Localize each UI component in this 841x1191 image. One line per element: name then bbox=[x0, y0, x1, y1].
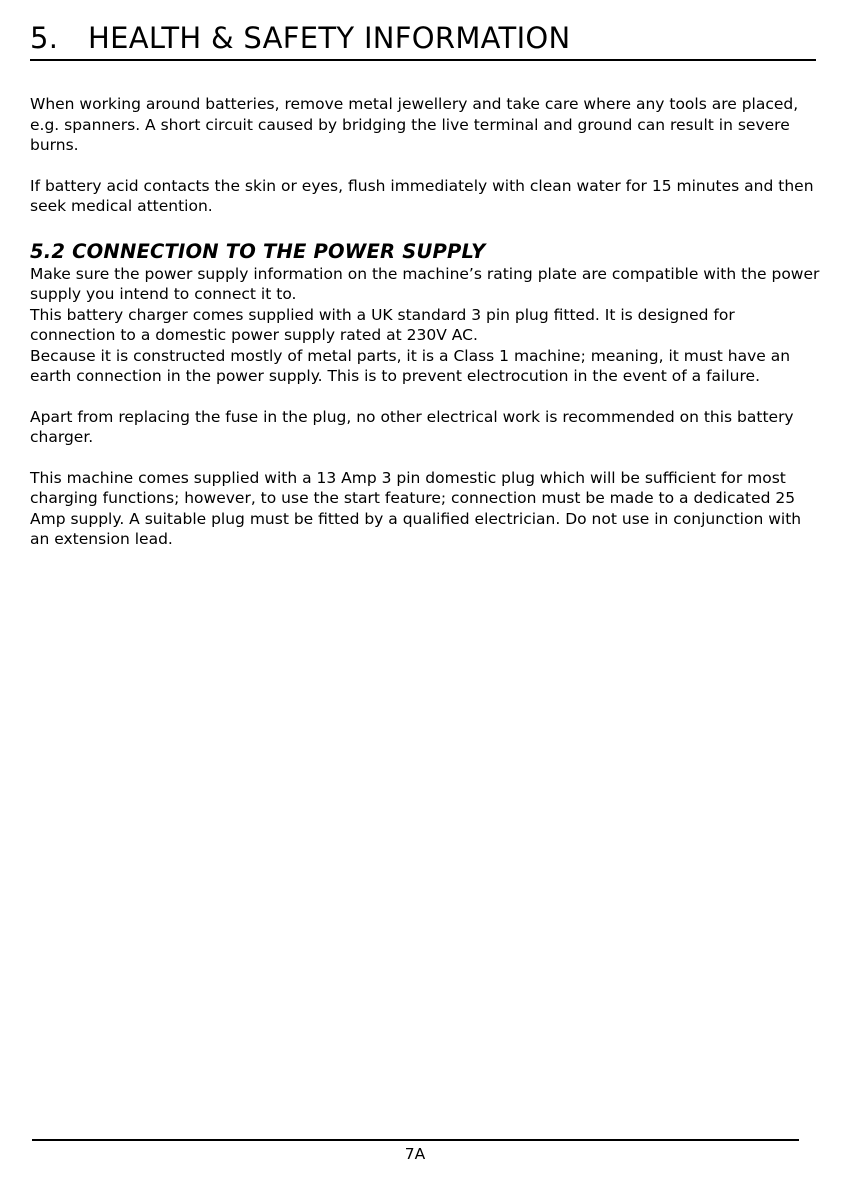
paragraph-uk-plug: This battery charger comes supplied with a UK standard 3 pin plug fitted. It is designed for connection to a domestic power supply rated at 230V AC. bbox=[30, 305, 735, 344]
heading-title: HEALTH & SAFETY INFORMATION bbox=[88, 21, 571, 55]
heading-number: 5. bbox=[30, 21, 59, 55]
paragraph-13-amp-plug: This machine comes supplied with a 13 Amp 3 pin domestic plug which will be sufficient for most charging functions; however, to use the start feature; connection must be made to a dedicated 25 Amp supply. A suitable plug must be fitted by a qualified electrician. Do not use in conjunction with an extension lead. bbox=[30, 468, 802, 548]
heading-divider bbox=[30, 59, 816, 61]
footer-divider bbox=[32, 1139, 799, 1141]
intro-paragraph-battery-acid: If battery acid contacts the skin or eyes, flush immediately with clean water for 15 minutes and then seek medical attention. bbox=[30, 176, 814, 215]
paragraph-rating-plate: Make sure the power supply information on the machine’s rating plate are compatible with the power supply you intend to connect it to. bbox=[30, 264, 820, 303]
page-number: 7A bbox=[404, 1145, 426, 1163]
page-body bbox=[30, 94, 820, 550]
intro-paragraph-jewellery: When working around batteries, remove metal jewellery and take care where any tools are placed, e.g. spanners. A short circuit caused by bridging the live terminal and ground can result in severe burns. bbox=[30, 95, 799, 154]
paragraph-fuse: Apart from replacing the fuse in the plug, no other electrical work is recommended on this battery charger. bbox=[30, 407, 794, 446]
section-heading-power-supply: 5.2 CONNECTION TO THE POWER SUPPLY bbox=[30, 239, 486, 263]
paragraph-class-1: Because it is constructed mostly of metal parts, it is a Class 1 machine; meaning, it must have an earth connection in the power supply. This is to prevent electrocution in the event of a failure. bbox=[30, 346, 791, 385]
page-heading bbox=[30, 20, 571, 56]
